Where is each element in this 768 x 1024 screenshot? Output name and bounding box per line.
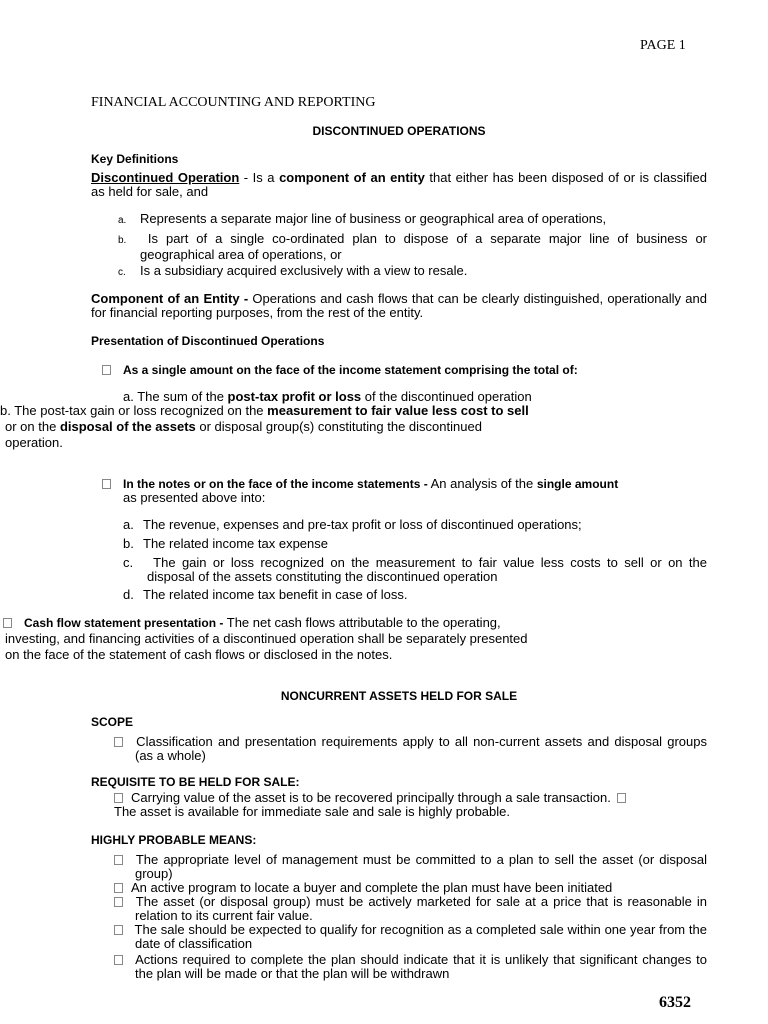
cash-flow-line-3: on the face of the statement of cash flows or disclosed in the notes.	[5, 647, 393, 662]
requisite-line-2: The asset is available for immediate sale and sale is highly probable.	[114, 804, 510, 819]
cash-flow-line-2: investing, and financing activities of a discontinued operation shall be separately presented	[5, 631, 528, 646]
list-item: Actions required to complete the plan should indicate that it is unlikely that significant changes to the plan will be made or that the plan will be withdrawn	[114, 953, 707, 981]
page-label: PAGE 1	[640, 38, 686, 53]
list-item: An active program to locate a buyer and complete the plan must have been initiated	[114, 881, 707, 895]
checkbox-icon	[102, 479, 111, 489]
checkbox-icon	[114, 925, 123, 935]
discontinued-operation-definition: Discontinued Operation - Is a component of an entity that either has been disposed of or is classified as held for sale, and	[91, 170, 708, 199]
list-item: The asset (or disposal group) must be actively marketed for sale at a price that is reasonable in relation to its current fair value.	[114, 895, 707, 923]
checkbox-icon	[114, 855, 123, 865]
highly-probable-heading: HIGHLY PROBABLE MEANS:	[91, 833, 257, 847]
section-title-discontinued: DISCONTINUED OPERATIONS	[312, 124, 486, 138]
list-item: b. The related income tax expense	[123, 536, 328, 551]
scope-item: Classification and presentation requirements apply to all non-current assets and disposal groups (as a whole)	[114, 735, 707, 763]
checkbox-icon	[102, 365, 111, 375]
scope-heading: SCOPE	[91, 715, 134, 729]
key-definitions-heading: Key Definitions	[91, 152, 179, 166]
requisite-line-1: Carrying value of the asset is to be recovered principally through a sale transaction.	[114, 791, 626, 805]
list-item: c. The gain or loss recognized on the measurement to fair value less costs to sell or on the disposal of the assets constituting the discontinued operation	[123, 555, 707, 584]
bullet-single-amount: As a single amount on the face of the income statement comprising the total of:	[102, 363, 578, 377]
document-title: FINANCIAL ACCOUNTING AND REPORTING	[91, 95, 376, 110]
list-item: The appropriate level of management must be committed to a plan to sell the asset (or disposal group)	[114, 853, 707, 881]
checkbox-icon	[114, 955, 123, 965]
checkbox-icon	[3, 618, 12, 628]
term-component-of-entity: Component of an Entity -	[91, 291, 249, 306]
page-number: 6352	[659, 994, 691, 1011]
component-of-entity-definition: Component of an Entity - Operations and cash flows that can be clearly distinguished, operationally and for financial reporting purposes, from the rest of the entity.	[91, 291, 707, 320]
list-item: a. Represents a separate major line of business or geographical area of operations,	[118, 211, 607, 226]
list-item: b. The post-tax gain or loss recognized on the measurement to fair value less cost to sell	[0, 403, 529, 418]
list-item: The sale should be expected to qualify for recognition as a completed sale within one year from the date of classification	[114, 923, 707, 951]
checkbox-icon	[114, 793, 123, 803]
term-discontinued-operation: Discontinued Operation	[91, 170, 240, 185]
section-title-noncurrent: NONCURRENT ASSETS HELD FOR SALE	[280, 689, 518, 703]
checkbox-icon	[114, 737, 123, 747]
checkbox-icon	[617, 793, 626, 803]
list-item: a. The sum of the post-tax profit or loss of the discontinued operation	[123, 389, 532, 404]
bullet-notes: In the notes or on the face of the income statements - An analysis of the single amount	[102, 477, 707, 491]
bullet-notes-continued: as presented above into:	[123, 490, 266, 505]
checkbox-icon	[114, 883, 123, 893]
list-item-continued: or on the disposal of the assets or disposal group(s) constituting the discontinued	[5, 419, 482, 434]
list-item: a. The revenue, expenses and pre-tax profit or loss of discontinued operations;	[123, 517, 582, 532]
list-item: d. The related income tax benefit in case of loss.	[123, 587, 408, 602]
list-item: b. Is part of a single co-ordinated plan to dispose of a separate major line of business or geographical area of operations, or	[118, 231, 707, 262]
presentation-heading: Presentation of Discontinued Operations	[91, 334, 325, 348]
bullet-cash-flow: Cash flow statement presentation - The net cash flows attributable to the operating,	[3, 616, 501, 630]
checkbox-icon	[114, 897, 123, 907]
list-item: c. Is a subsidiary acquired exclusively with a view to resale.	[118, 263, 468, 278]
requisite-heading: REQUISITE TO BE HELD FOR SALE:	[91, 775, 300, 789]
list-item-continued: operation.	[5, 435, 63, 450]
